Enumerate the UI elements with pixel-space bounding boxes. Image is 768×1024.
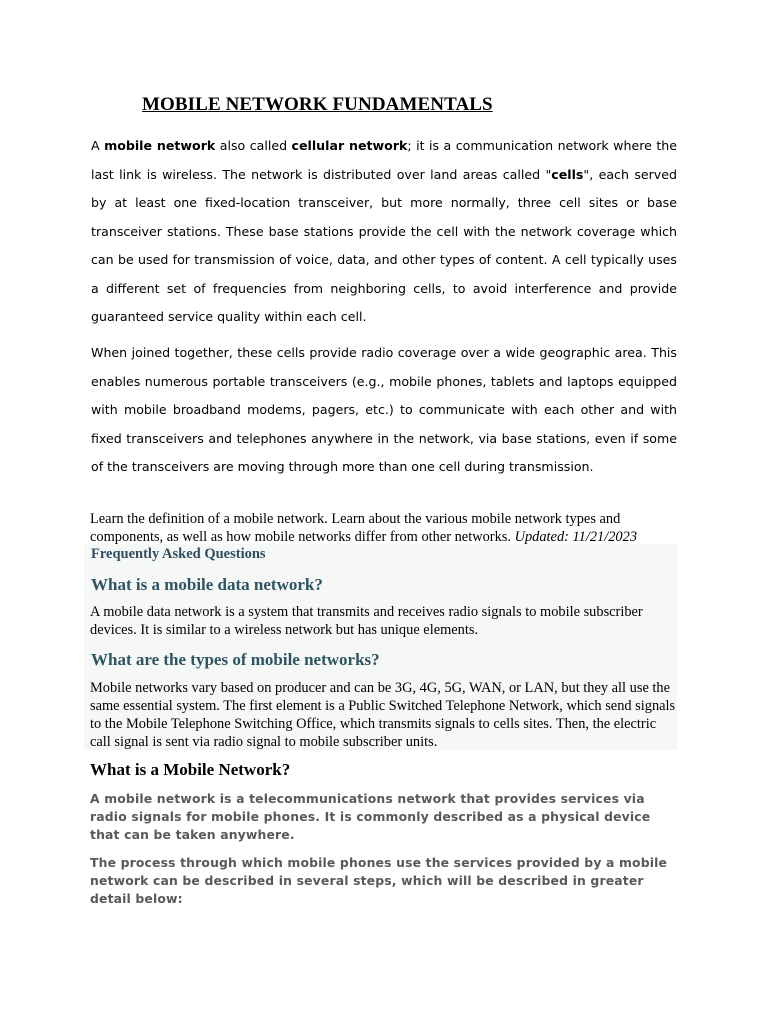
intro-text-4: ", each served by at least one fixed-location transceiver, but more normally, three cell sites or base transceiver stations. These base stations provide the cell with the network coverage which can be used for transmission of voice, data, and other types of content. A cell typically uses a different set of frequencies from neighboring cells, to avoid interference and provide guaranteed service quality within each cell. <box>91 166 677 324</box>
intro-text-3: ; it is a communication network where the last link is wireless. The network is distributed over land areas called " <box>91 138 677 182</box>
intro-paragraph-2: When joined together, these cells provide radio coverage over a wide geographic area. This enables numerous portable transceivers (e.g., mobile phones, tablets and laptops equipped with mobile broadband modems, pagers, etc.) to communicate with each other and with fixed transceivers and telephones anywhere in the network, via base stations, even if some of the transceivers are moving through more than one cell during transmission. <box>91 345 677 474</box>
intro-paragraph-1 <box>91 132 677 332</box>
term-mobile-network: mobile network <box>104 138 216 153</box>
intro-text-1: A <box>91 138 105 153</box>
page-title: MOBILE NETWORK FUNDAMENTALS <box>142 94 493 115</box>
learn-text: Learn the definition of a mobile network. Learn about the various mobile network types and components, as well as how mobile networks differ from other networks. <box>90 511 621 545</box>
section-heading: What is a Mobile Network? <box>90 760 291 779</box>
term-cells: cells <box>551 166 584 182</box>
faq-heading: Frequently Asked Questions <box>91 546 266 562</box>
faq-answer-2: Mobile networks vary based on producer and can be 3G, 4G, 5G, WAN, or LAN, but they all use the same essential system. The first element is a Public Switched Telephone Network, which send signals to the Mobile Telephone Switching Office, which transmits signals to cells sites. Then, the electric call signal is sent via radio signal to mobile subscriber units. <box>90 680 676 750</box>
section-paragraph-1: A mobile network is a telecommunications network that provides services via radio signals for mobile phones. It is commonly described as a physical device that can be taken anywhere. <box>90 791 651 842</box>
term-cellular-network: cellular network <box>291 138 408 153</box>
updated-date: Updated: 11/21/2023 <box>514 528 638 545</box>
faq-answer-1: A mobile data network is a system that transmits and receives radio signals to mobile subscriber devices. It is similar to a wireless network but has unique elements. <box>90 604 643 638</box>
faq-question-1: What is a mobile data network? <box>91 575 323 594</box>
section-paragraph-2: The process through which mobile phones use the services provided by a mobile network can be described in several steps, which will be described in greater detail below: <box>90 855 668 906</box>
intro-text-2: also called <box>215 138 292 153</box>
faq-question-2: What are the types of mobile networks? <box>91 650 380 669</box>
learn-summary <box>90 511 680 546</box>
